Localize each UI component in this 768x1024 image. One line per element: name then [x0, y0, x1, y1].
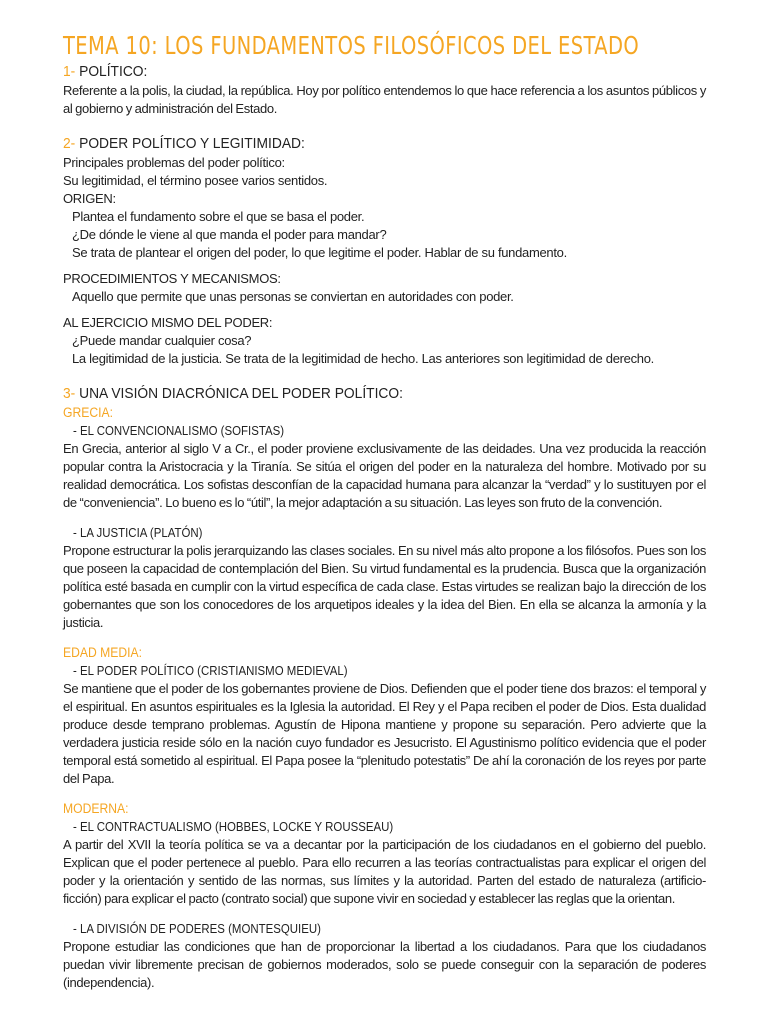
poder-politico-item: - EL PODER POLÍTICO (CRISTIANISMO MEDIEVAL)	[73, 663, 348, 678]
section-2-heading	[63, 134, 655, 154]
procedimientos-heading: PROCEDIMIENTOS Y MECANISMOS:	[63, 271, 281, 286]
section-2-intro-line: Su legitimidad, el término posee varios sentidos.	[63, 173, 328, 188]
origen-line: Se trata de plantear el origen del poder, lo que legitime el poder. Hablar de su fundamento.	[72, 245, 567, 260]
contractualismo-item: - EL CONTRACTUALISMO (HOBBES, LOCKE Y ROUSSEAU)	[73, 819, 394, 834]
justicia-text: Propone estructurar la polis jerarquizando las clases sociales. En su nivel más alto propone a los filósofos. Pues son los que poseen la capacidad de contemplación del Bien. Su virtud fundamental es la prudencia. Busca que la organización política esté basada en cumplir con la virtud específica de cada clase. Estas virtudes se realizan bajo la dirección de los gobernantes que son los conocedores de los arquetipos ideales y la idea del Bien. En ella se alcanza la armonía y la justicia.	[63, 543, 706, 630]
section-2-intro-line: Principales problemas del poder político:	[63, 155, 285, 170]
contractualismo-text: A partir del XVII la teoría política se va a decantar por la participación de los ciudadanos en el gobierno del pueblo. Explican que el poder pertenece al pueblo. Para ello recurren a las teorías contractualistas para explicar el origen del poder y la orientación y sentido de las normas, sus límites y la autoridad. Parten del estado de naturaleza (artificio-ficción) para explicar el pacto (contrato social) que supone vivir en sociedad y establecer las reglas que la orientan.	[63, 837, 706, 906]
ejercicio-line: ¿Puede mandar cualquier cosa?	[72, 333, 252, 348]
section-2-number: 2-	[63, 135, 76, 152]
ejercicio-line: La legitimidad de la justicia. Se trata de la legitimidad de hecho. Las anteriores son legitimidad de derecho.	[72, 351, 654, 366]
ejercicio-heading: AL EJERCICIO MISMO DEL PODER:	[63, 315, 273, 330]
section-3-title: UNA VISIÓN DIACRÓNICA DEL PODER POLÍTICO:	[79, 385, 403, 402]
grecia-label: GRECIA:	[63, 405, 113, 420]
origen-line: ¿De dónde le viene al que manda el poder para mandar?	[72, 227, 387, 242]
section-3-number: 3-	[63, 385, 76, 402]
section-3-heading	[63, 384, 655, 404]
poder-politico-text: Se mantiene que el poder de los gobernantes proviene de Dios. Defienden que el poder tiene dos brazos: el temporal y el espiritual. En asuntos espirituales es la Iglesia la autoridad. El Rey y el Papa reciben el poder de Dios. Esta dualidad produce desde temprano problemas. Agustín de Hipona mantiene y propone su separación. Pero advierte que la verdadera justicia reside sólo en la nación cuyo fundador es Jesucristo. El Agustinismo político evidencia que el poder temporal está sometido al espiritual. El Papa posee la “plenitudo potestatis” De ahí la coronación de los reyes por parte del Papa.	[63, 681, 706, 786]
division-poderes-item: - LA DIVISIÓN DE PODERES (MONTESQUIEU)	[73, 921, 321, 936]
origen-line: Plantea el fundamento sobre el que se basa el poder.	[72, 209, 365, 224]
justicia-item: - LA JUSTICIA (PLATÓN)	[73, 525, 203, 540]
section-1-heading	[63, 62, 655, 82]
division-poderes-text: Propone estudiar las condiciones que han de proporcionar la libertad a los ciudadanos. Para que los ciudadanos puedan vivir libremente precisan de gobiernos moderados, solo se puede conseguir con la separación de poderes (independencia).	[63, 939, 706, 990]
section-2-title: PODER POLÍTICO Y LEGITIMIDAD:	[79, 135, 305, 152]
section-1-number: 1-	[63, 63, 76, 80]
edad-media-label: EDAD MEDIA:	[63, 645, 142, 660]
moderna-label: MODERNA:	[63, 801, 129, 816]
section-1-title: POLÍTICO:	[79, 63, 148, 80]
section-1-text: Referente a la polis, la ciudad, la república. Hoy por político entendemos lo que hace referencia a los asuntos públicos y al gobierno y administración del Estado.	[63, 83, 706, 116]
document-title: TEMA 10: LOS FUNDAMENTOS FILOSÓFICOS DEL ESTADO	[63, 31, 640, 60]
origen-heading: ORIGEN:	[63, 191, 116, 206]
procedimientos-text: Aquello que permite que unas personas se conviertan en autoridades con poder.	[72, 289, 514, 304]
convencionalismo-item: - EL CONVENCIONALISMO (SOFISTAS)	[73, 423, 285, 438]
convencionalismo-text: En Grecia, anterior al siglo V a Cr., el poder proviene exclusivamente de las deidades. Una vez producida la reacción popular contra la Aristocracia y la Tiranía. Se sitúa el origen del poder en la naturaleza del hombre. Motivado por su realidad democrática. Los sofistas desconfían de la capacidad humana para alcanzar la “verdad” y lo sustituyen por el de “conveniencia”. Lo bueno es lo “útil”, la mejor adaptación a su situación. Las leyes son fruto de la convención.	[63, 441, 706, 510]
